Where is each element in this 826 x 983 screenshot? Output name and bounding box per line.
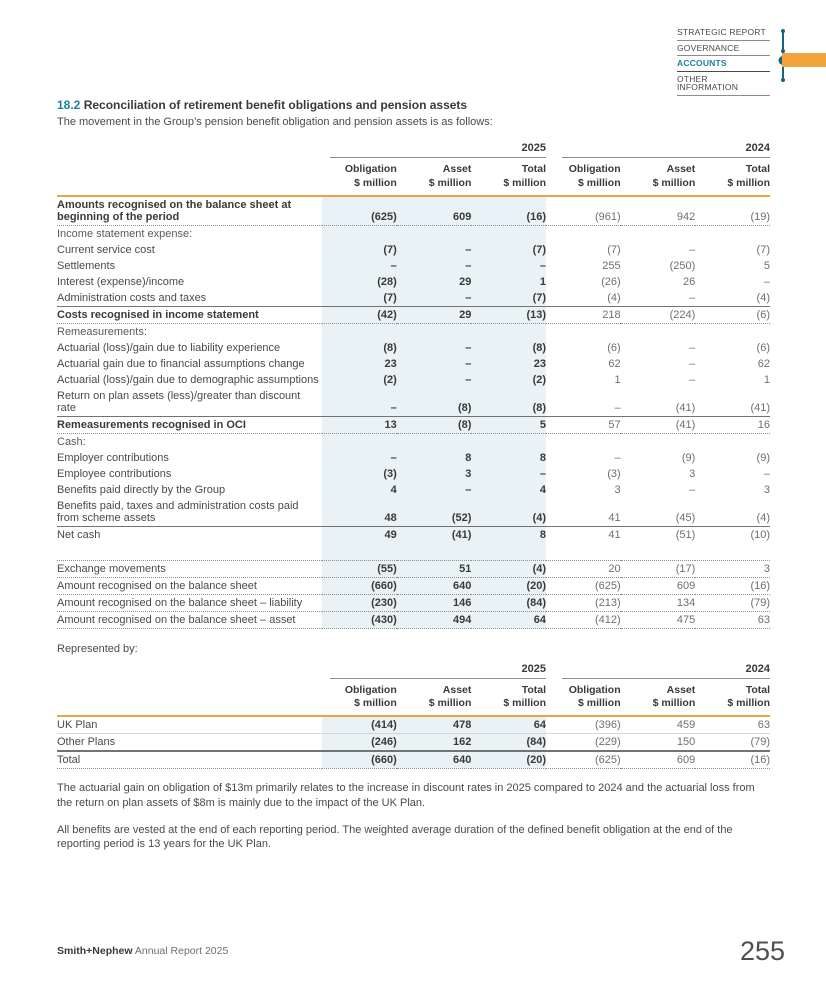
value-2025: 64 — [471, 611, 546, 628]
value-2025: (28) — [322, 274, 397, 290]
year-2024-label: 2024 — [562, 142, 770, 158]
value-2024: 218 — [546, 306, 621, 323]
col-header-obligation-2024: Obligation $ million — [546, 160, 621, 195]
value-2024: (9) — [756, 451, 770, 464]
table-row — [57, 560, 770, 577]
value-2024: (3) — [607, 467, 621, 480]
row-label: Return on plan assets (less)/greater than discount rate — [57, 388, 322, 417]
value-2025: 494 — [397, 611, 472, 628]
row-label: Income statement expense: — [57, 227, 193, 240]
row-label: Benefits paid directly by the Group — [57, 483, 226, 496]
value-2024 — [546, 225, 621, 242]
value-2025 — [322, 543, 397, 561]
nav-dot-icon — [781, 29, 785, 33]
value-2024 — [695, 543, 770, 561]
row-label: Actuarial (loss)/gain due to demographic assumptions — [57, 373, 319, 386]
value-2024: (625) — [546, 751, 621, 769]
value-2025: (84) — [471, 733, 546, 751]
value-2024 — [621, 323, 696, 340]
value-2025: – — [397, 290, 472, 307]
value-2025: – — [397, 340, 472, 356]
value-2024 — [695, 433, 770, 450]
year-2025-label: 2025 — [330, 663, 546, 679]
value-2024: 609 — [621, 751, 696, 769]
value-2024: (41) — [621, 388, 696, 417]
value-2025: 8 — [471, 450, 546, 466]
accounts-tab-marker — [782, 53, 826, 67]
value-2024: (4) — [695, 498, 770, 527]
reconciliation-table — [57, 140, 770, 628]
value-2025 — [397, 323, 472, 340]
value-2024 — [621, 225, 696, 242]
value-2024: (45) — [621, 498, 696, 527]
value-2024: (4) — [546, 290, 621, 307]
table-row — [57, 416, 770, 433]
value-2024: (51) — [675, 528, 696, 541]
value-2025: 8 — [397, 450, 472, 466]
value-2025: (3) — [322, 466, 397, 482]
section-number: 18.2 — [57, 98, 81, 112]
value-2024: 1 — [614, 373, 621, 386]
value-2024: (79) — [695, 733, 770, 751]
value-2025 — [397, 225, 472, 242]
value-2024: 57 — [546, 416, 621, 433]
value-2025: – — [471, 466, 546, 482]
col-header-total-2024: Total $ million — [695, 681, 770, 716]
value-2025: – — [322, 388, 397, 417]
row-label: Interest (expense)/income — [57, 275, 185, 288]
row-label: Benefits paid, taxes and administration costs paid from scheme assets — [57, 498, 322, 527]
row-label: Amount recognised on the balance sheet – liability — [57, 594, 322, 611]
table-row — [57, 356, 770, 372]
represented-by-table — [57, 661, 770, 769]
value-2025: (7) — [322, 290, 397, 307]
value-2024: 3 — [689, 467, 696, 480]
year-header-row — [57, 140, 770, 160]
value-2025: (2) — [322, 372, 397, 388]
row-label: Costs recognised in income statement — [57, 306, 322, 323]
value-2025: 1 — [471, 274, 546, 290]
value-2025: 4 — [322, 482, 397, 498]
col-header-obligation-2025: Obligation $ million — [322, 681, 397, 716]
value-2024: 942 — [621, 196, 696, 226]
value-2024: (7) — [607, 243, 621, 256]
table-row — [57, 258, 770, 274]
value-2025 — [471, 543, 546, 561]
col-header-total-2024: Total $ million — [695, 160, 770, 195]
value-2025: (625) — [322, 196, 397, 226]
row-label: Actuarial gain due to financial assumptions change — [57, 357, 305, 370]
table-row — [57, 225, 770, 242]
value-2024 — [621, 543, 696, 561]
value-2024: (412) — [546, 611, 621, 628]
value-2024: – — [689, 373, 696, 386]
value-2025: 23 — [471, 356, 546, 372]
year-2024-label: 2024 — [562, 663, 770, 679]
value-2024: 63 — [695, 716, 770, 734]
value-2025 — [322, 433, 397, 450]
col-header-asset-2025: Asset $ million — [397, 681, 472, 716]
value-2024: (4) — [695, 290, 770, 307]
value-2024: 16 — [695, 416, 770, 433]
value-2025: 49 — [322, 526, 397, 543]
value-2025: 29 — [397, 274, 472, 290]
table-row — [57, 388, 770, 417]
value-2024: 609 — [621, 577, 696, 594]
value-2025: 4 — [471, 482, 546, 498]
value-2025: (414) — [322, 716, 397, 734]
table-row — [57, 482, 770, 498]
value-2024: 62 — [757, 357, 770, 370]
represented-by-label: Represented by: — [57, 642, 138, 655]
value-2025: (55) — [322, 560, 397, 577]
row-label: Amount recognised on the balance sheet – asset — [57, 611, 322, 628]
value-2024: 63 — [695, 611, 770, 628]
value-2024: – — [689, 483, 696, 496]
value-2025: (430) — [322, 611, 397, 628]
value-2024: (79) — [695, 594, 770, 611]
table-row — [57, 306, 770, 323]
value-2025: – — [471, 258, 546, 274]
value-2025 — [322, 225, 397, 242]
table-row — [57, 196, 770, 226]
section-heading — [57, 98, 770, 112]
col-header-asset-2025: Asset $ million — [397, 160, 472, 195]
value-2024: (16) — [695, 577, 770, 594]
value-2024: (7) — [756, 243, 770, 256]
col-header-total-2025: Total $ million — [471, 160, 546, 195]
value-2024: (26) — [601, 275, 621, 288]
value-2024 — [695, 323, 770, 340]
value-2025: – — [322, 258, 397, 274]
table-row — [57, 433, 770, 450]
table-row — [57, 450, 770, 466]
value-2025: (84) — [471, 594, 546, 611]
row-label: Net cash — [57, 528, 101, 541]
value-2025 — [471, 323, 546, 340]
row-label: Remeasurements: — [57, 325, 147, 338]
value-2024: (213) — [546, 594, 621, 611]
value-2024: – — [546, 388, 621, 417]
col-header-asset-2024: Asset $ million — [621, 681, 696, 716]
value-2025: 64 — [471, 716, 546, 734]
value-2025: 13 — [322, 416, 397, 433]
table-row — [57, 543, 770, 561]
value-2024: (250) — [669, 259, 696, 272]
value-2025: 640 — [397, 577, 472, 594]
nav-item-other-information[interactable]: OTHER INFORMATION — [677, 72, 770, 96]
value-2025: (8) — [471, 388, 546, 417]
table-row — [57, 274, 770, 290]
table-row — [57, 594, 770, 611]
value-2025: 609 — [397, 196, 472, 226]
value-2025: (660) — [322, 577, 397, 594]
col-header-obligation-2025: Obligation $ million — [322, 160, 397, 195]
row-label: Current service cost — [57, 243, 155, 256]
value-2025: (7) — [471, 242, 546, 258]
value-2024: (396) — [546, 716, 621, 734]
col-header-obligation-2024: Obligation $ million — [546, 681, 621, 716]
table-row — [57, 611, 770, 628]
value-2025: (2) — [471, 372, 546, 388]
table-row — [57, 716, 770, 734]
footer-report-title — [57, 945, 228, 957]
row-label: Total — [57, 751, 322, 769]
value-2024: (17) — [621, 560, 696, 577]
table-row — [57, 498, 770, 527]
report-name: Annual Report 2025 — [134, 945, 229, 957]
value-2025: (8) — [397, 416, 472, 433]
table-row — [57, 526, 770, 543]
row-label — [57, 543, 322, 561]
value-2024: (16) — [695, 751, 770, 769]
value-2024: 26 — [683, 275, 696, 288]
row-label: Actuarial (loss)/gain due to liability experience — [57, 341, 281, 354]
value-2024: – — [763, 275, 770, 288]
value-2024: – — [689, 243, 696, 256]
page-number: 255 — [739, 936, 785, 966]
value-2025: (4) — [471, 560, 546, 577]
value-2024: 5 — [763, 259, 770, 272]
nav-item-strategic-report[interactable]: STRATEGIC REPORT — [677, 25, 770, 41]
value-2025: (7) — [471, 290, 546, 307]
value-2024: 41 — [546, 498, 621, 527]
value-2025: (41) — [397, 526, 472, 543]
value-2024: (6) — [756, 341, 770, 354]
value-2025: 23 — [322, 356, 397, 372]
row-label: Other Plans — [57, 733, 322, 751]
value-2025: (20) — [471, 751, 546, 769]
value-2024: (625) — [546, 577, 621, 594]
table-row — [57, 751, 770, 769]
value-2025: 162 — [397, 733, 472, 751]
value-2024: 41 — [608, 528, 621, 541]
nav-dot-icon — [781, 78, 785, 82]
value-2025: (13) — [471, 306, 546, 323]
value-2024: 3 — [763, 483, 770, 496]
value-2025: 478 — [397, 716, 472, 734]
note-paragraph: All benefits are vested at the end of each reporting period. The weighted average duration of the defined benefit obligation at the end of the reporting period is 13 years for the UK Plan. — [57, 823, 733, 851]
year-2025-label: 2025 — [330, 142, 546, 158]
table-row — [57, 372, 770, 388]
note-paragraph: The actuarial gain on obligation of $13m primarily relates to the increase in discount rates in 2025 compared to 2024 and the actuarial loss from the return on plan assets of $8m is mainly due to the impact of the UK Plan. — [57, 781, 755, 809]
row-label: Cash: — [57, 435, 86, 448]
row-label: Administration costs and taxes — [57, 290, 322, 307]
row-label: Employer contributions — [57, 451, 169, 464]
value-2025: 640 — [397, 751, 472, 769]
value-2024: 475 — [621, 611, 696, 628]
value-2025 — [471, 225, 546, 242]
value-2024: 134 — [621, 594, 696, 611]
col-header-total-2025: Total $ million — [471, 681, 546, 716]
value-2025: 51 — [397, 560, 472, 577]
value-2025: (246) — [322, 733, 397, 751]
value-2025: – — [397, 356, 472, 372]
value-2025: (660) — [322, 751, 397, 769]
col-header-asset-2024: Asset $ million — [621, 160, 696, 195]
table-row — [57, 466, 770, 482]
column-header-row — [57, 681, 770, 716]
value-2025: – — [397, 372, 472, 388]
value-2025: 8 — [471, 526, 546, 543]
value-2024: – — [621, 290, 696, 307]
value-2024: (10) — [750, 528, 770, 541]
table-row — [57, 290, 770, 307]
row-label: Amount recognised on the balance sheet — [57, 577, 322, 594]
row-label: Exchange movements — [57, 560, 322, 577]
value-2025 — [397, 433, 472, 450]
value-2024 — [546, 543, 621, 561]
value-2024: (41) — [621, 416, 696, 433]
value-2024 — [621, 433, 696, 450]
value-2025 — [397, 543, 472, 561]
value-2025: – — [397, 258, 472, 274]
value-2024: (229) — [546, 733, 621, 751]
value-2024 — [546, 323, 621, 340]
value-2024: – — [763, 467, 770, 480]
value-2024: (6) — [695, 306, 770, 323]
value-2025: (8) — [397, 388, 472, 417]
value-2025: (42) — [322, 306, 397, 323]
value-2025: (8) — [322, 340, 397, 356]
value-2024: 3 — [695, 560, 770, 577]
year-header-row — [57, 661, 770, 681]
nav-item-accounts[interactable]: ACCOUNTS — [677, 56, 770, 72]
value-2024: 62 — [608, 357, 621, 370]
value-2024 — [546, 433, 621, 450]
section-nav — [677, 25, 770, 96]
value-2024: – — [614, 451, 621, 464]
value-2024: (19) — [695, 196, 770, 226]
value-2025: (52) — [397, 498, 472, 527]
column-header-row — [57, 160, 770, 195]
value-2024: – — [689, 341, 696, 354]
row-label: Remeasurements recognised in OCI — [57, 416, 322, 433]
row-label: UK Plan — [57, 716, 322, 734]
value-2024: 150 — [621, 733, 696, 751]
value-2025: (16) — [471, 196, 546, 226]
intro-text: The movement in the Group’s pension benefit obligation and pension assets is as follows: — [57, 116, 493, 129]
value-2024: – — [689, 357, 696, 370]
nav-item-governance[interactable]: GOVERNANCE — [677, 41, 770, 57]
value-2025: 5 — [471, 416, 546, 433]
value-2025: (230) — [322, 594, 397, 611]
value-2025: 146 — [397, 594, 472, 611]
row-label: Employee contributions — [57, 467, 172, 480]
value-2024: (6) — [607, 341, 621, 354]
section-title: Reconciliation of retirement benefit obligations and pension assets — [83, 98, 468, 112]
value-2024: (224) — [621, 306, 696, 323]
value-2025: (7) — [322, 242, 397, 258]
value-2024: 459 — [621, 716, 696, 734]
value-2025: 3 — [397, 466, 472, 482]
value-2025 — [322, 323, 397, 340]
row-label: Amounts recognised on the balance sheet at beginning of the period — [57, 196, 322, 226]
value-2025: – — [397, 242, 472, 258]
table-row — [57, 242, 770, 258]
value-2024 — [695, 225, 770, 242]
value-2025: – — [322, 450, 397, 466]
value-2025: 48 — [322, 498, 397, 527]
value-2024: (41) — [695, 388, 770, 417]
table-row — [57, 577, 770, 594]
value-2025: (8) — [471, 340, 546, 356]
value-2025: (4) — [471, 498, 546, 527]
value-2025 — [471, 433, 546, 450]
table-row — [57, 340, 770, 356]
value-2024: 20 — [546, 560, 621, 577]
value-2024: (9) — [681, 451, 696, 464]
value-2024: 255 — [602, 259, 621, 272]
brand-name: Smith+Nephew — [57, 945, 133, 957]
value-2025: – — [397, 482, 472, 498]
table-row — [57, 733, 770, 751]
value-2024: 3 — [614, 483, 621, 496]
value-2025: (20) — [471, 577, 546, 594]
value-2024: 1 — [763, 373, 770, 386]
table-row — [57, 323, 770, 340]
row-label: Settlements — [57, 259, 116, 272]
value-2024: (961) — [546, 196, 621, 226]
value-2025: 29 — [397, 306, 472, 323]
